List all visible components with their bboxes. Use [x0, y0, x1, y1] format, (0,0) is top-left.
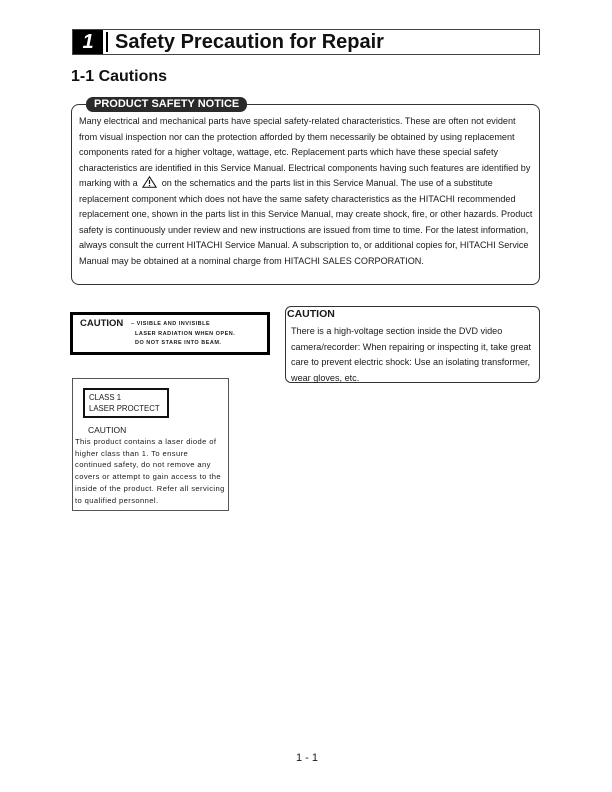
high-voltage-caution-title: CAUTION — [287, 308, 335, 320]
class1-line2: LASER PROCTECT — [89, 404, 160, 413]
chapter-number: 1 — [73, 30, 103, 54]
chapter-header — [72, 29, 540, 55]
class1-line1: CLASS 1 — [89, 393, 122, 402]
warning-triangle-icon — [142, 176, 157, 188]
laser-warning-line1: – VISIBLE AND INVISIBLE — [131, 321, 211, 327]
class1-caution-title: CAUTION — [88, 425, 127, 435]
product-safety-notice-label: PRODUCT SAFETY NOTICE — [86, 97, 247, 112]
page-number: 1 - 1 — [296, 752, 319, 764]
high-voltage-caution-text: There is a high-voltage section inside the DVD video camera/recorder: When repairing or inspecting it, take great care to prevent electric shock: Use an isolating transformer, wear gloves, etc. — [291, 326, 532, 383]
chapter-divider — [106, 32, 108, 52]
laser-warning-label — [70, 312, 270, 355]
product-safety-notice-text — [79, 114, 535, 269]
laser-warning-line3: DO NOT STARE INTO BEAM. — [135, 340, 222, 346]
chapter-title: Safety Precaution for Repair — [115, 31, 384, 53]
class1-caution-text: This product contains a laser diode of higher class than 1. To ensure continued safety, do not remove any covers or attempt to gain access to the inside of the product. Refer all servicing to qualified personnel. — [75, 437, 225, 505]
notice-text-part2: on the schematics and the parts list in this Service Manual. The use of a substitute replacement component which does not have the same safety characteristics as the HITACHI recommended replacement one, shown in the parts list in this Service Manual, may create shock, fire, or other hazards. Product safety is continuously under review and new instructions are issued from time to time. For the latest information, always consult the current HITACHI Service Manual. A subscription to, or additional copies for, HITACHI Service Manual may be obtained at a nominal charge from HITACHI SALES CORPORATION. — [79, 178, 533, 266]
class1-laser-label — [83, 388, 169, 418]
laser-caution-title: CAUTION — [80, 318, 124, 329]
laser-warning-line2: LASER RADIATION WHEN OPEN. — [135, 331, 236, 337]
section-title: 1-1 Cautions — [71, 68, 168, 85]
notice-text-part1: Many electrical and mechanical parts have special safety-related characteristics. These are often not evident from visual inspection nor can the protection afforded by them necessarily be obtained by using replacement components rated for a higher voltage, wattage, etc. Replacement parts which have these special safety characteristics are identified in this Service Manual. Electrical components having such features are identified by marking with a — [79, 116, 531, 188]
